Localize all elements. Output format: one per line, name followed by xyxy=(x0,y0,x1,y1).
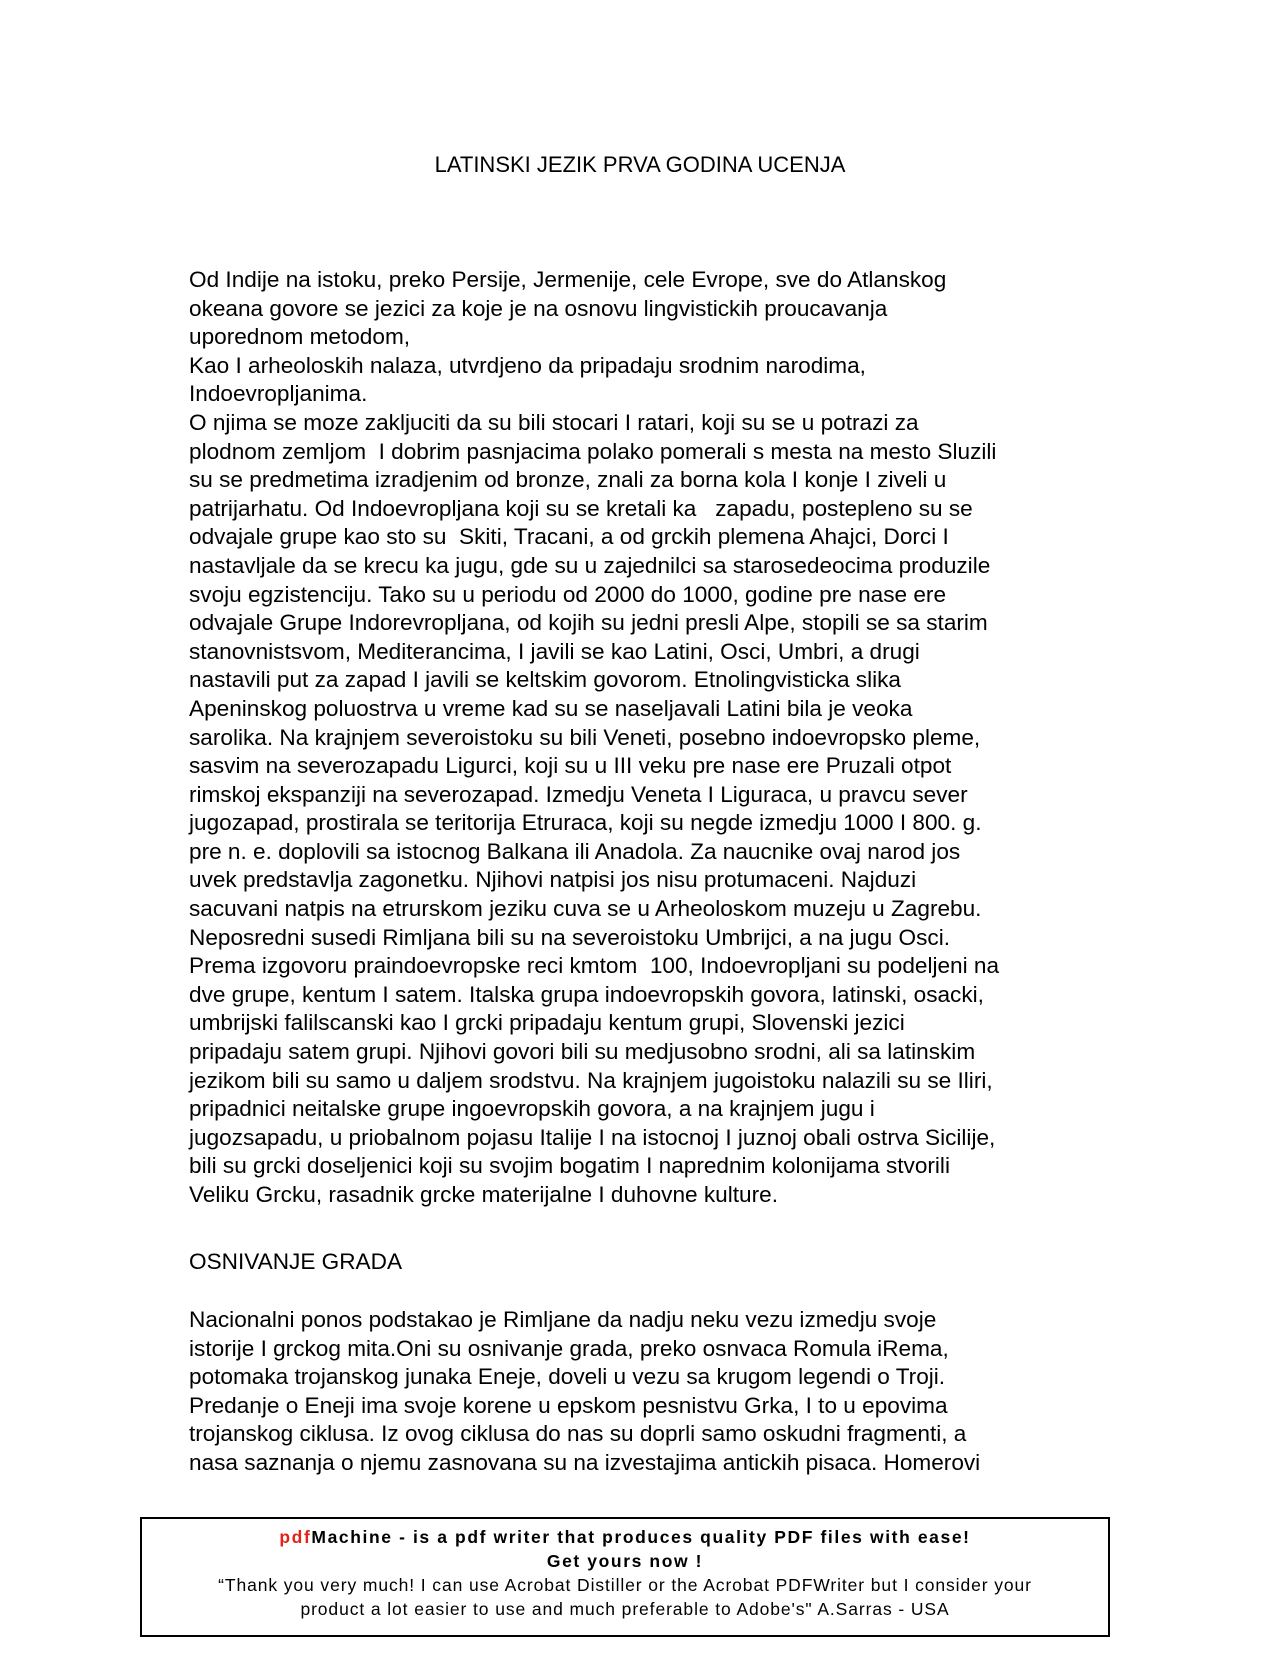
text-line: O njima se moze zakljuciti da su bili stocari I ratari, koji su se u potrazi za xyxy=(189,409,919,435)
text-line: trojanskog ciklusa. Iz ovog ciklusa do nas su doprli samo oskudni fragmenti, a xyxy=(189,1421,967,1447)
footer-brand-prefix: pdf xyxy=(279,1527,312,1547)
footer-cta: Get yours now ! xyxy=(546,1551,704,1571)
text-line: Kao I arheoloskih nalaza, utvrdjeno da pripadaju srodnim narodima, xyxy=(189,352,866,378)
text-line: potomaka trojanskog junaka Eneje, doveli u vezu sa krugom legendi o Troji. xyxy=(189,1364,946,1390)
footer-brand-text: Machine - is a pdf writer that produces quality PDF files with ease! xyxy=(311,1527,971,1547)
text-line: Predanje o Eneji ima svoje korene u epskom pesnistvu Grka, I to u epovima xyxy=(189,1392,948,1418)
text-line: jugozapad, prostirala se teritorija Etruraca, koji su negde izmedju 1000 I 800. g. xyxy=(189,810,982,836)
text-line: plodnom zemljom I dobrim pasnjacima polako pomerali s mesta na mesto Sluzili xyxy=(189,438,997,464)
text-line: pripadnici neitalske grupe ingoevropskih govora, a na krajnjem jugu i xyxy=(189,1096,875,1122)
text-line: jezikom bili su samo u daljem srodstvu. Na krajnjem jugoistoku nalazili su se Iliri, xyxy=(189,1067,993,1093)
text-line: svoju egzistenciju. Tako su u periodu od 2000 do 1000, godine pre nase ere xyxy=(189,581,947,607)
text-line: odvajale Grupe Indorevropljana, od kojih su jedni presli Alpe, stopili se sa starim xyxy=(189,610,988,636)
section-heading-text: OSNIVANJE GRADA xyxy=(189,1249,403,1274)
text-line: Neposredni susedi Rimljana bili su na severoistoku Umbrijci, a na jugu Osci. xyxy=(189,924,950,950)
text-line: patrijarhatu. Od Indoevropljana koji su se kretali ka zapadu, postepleno su se xyxy=(189,495,973,521)
footer-brand-line xyxy=(142,1525,1108,1549)
text-line: sacuvani natpis na etrurskom jeziku cuva se u Arheoloskom muzeju u Zagrebu. xyxy=(189,896,982,922)
pdfmachine-footer-box xyxy=(140,1517,1110,1637)
text-line: jugozsapadu, u priobalnom pojasu Italije I na istocnoj I juznoj obali ostrva Sicilije, xyxy=(189,1124,996,1150)
body-paragraph-2 xyxy=(189,1306,1089,1478)
text-line: nasa saznanja o njemu zasnovana su na izvestajima antickih pisaca. Homerovi xyxy=(189,1449,981,1475)
text-line: stanovnistsvom, Mediterancima, I javili se kao Latini, Osci, Umbri, a drugi xyxy=(189,638,920,664)
text-line: bili su grcki doseljenici koji su svojim bogatim I naprednim kolonijama stvorili xyxy=(189,1153,950,1179)
footer-quote-line-1: “Thank you very much! I can use Acrobat Distiller or the Acrobat PDFWriter but I consider your xyxy=(218,1575,1032,1595)
text-line: odvajale grupe kao sto su Skiti, Tracani, a od grckih plemena Ahajci, Dorci I xyxy=(189,524,949,550)
text-line: uvek predstavlja zagonetku. Njihovi natpisi jos nisu protumaceni. Najduzi xyxy=(189,867,917,893)
text-line: pre n. e. doplovili sa istocnog Balkana ili Anadola. Za naucnike ovaj narod jos xyxy=(189,838,961,864)
text-line: Indoevropljanima. xyxy=(189,381,368,407)
text-line: sasvim na severozapadu Ligurci, koji su u III veku pre nase ere Pruzali otpot xyxy=(189,753,952,779)
text-line: Prema izgovoru praindoevropske reci kmtom 100, Indoevropljani su podeljeni na xyxy=(189,953,1000,979)
page-title: LATINSKI JEZIK PRVA GODINA UCENJA xyxy=(434,152,846,177)
text-line: istorije I grckog mita.Oni su osnivanje grada, preko osnvaca Romula iRema, xyxy=(189,1335,949,1361)
text-line: uporednom metodom, xyxy=(189,324,411,350)
text-line: Od Indije na istoku, preko Persije, Jermenije, cele Evrope, sve do Atlanskog xyxy=(189,267,947,292)
text-line: Veliku Grcku, rasadnik grcke materijalne I duhovne kulture. xyxy=(189,1182,778,1207)
text-line: okeana govore se jezici za koje je na osnovu lingvistickih proucavanja xyxy=(189,295,888,321)
footer-quote-line-2: product a lot easier to use and much preferable to Adobe's" A.Sarras - USA xyxy=(300,1599,950,1619)
text-line: sarolika. Na krajnjem severoistoku su bili Veneti, posebno indoevropsko pleme, xyxy=(189,724,981,750)
text-line: Apeninskog poluostrva u vreme kad su se naseljavali Latini bila je veoka xyxy=(189,695,913,721)
text-line: dve grupe, kentum I satem. Italska grupa indoevropskih govora, latinski, osacki, xyxy=(189,981,984,1007)
body-paragraph-1 xyxy=(189,266,1089,1210)
text-line: su se predmetima izradjenim od bronze, znali za borna kola I konje I ziveli u xyxy=(189,467,947,493)
section-heading xyxy=(189,1248,1089,1277)
text-line: nastavljale da se krecu ka jugu, gde su u zajednilci sa starosedeocima produzile xyxy=(189,552,991,578)
text-line: pripadaju satem grupi. Njihovi govori bili su medjusobno srodni, ali sa latinskim xyxy=(189,1039,976,1065)
text-line: Nacionalni ponos podstakao je Rimljane da nadju neku vezu izmedju svoje xyxy=(189,1307,937,1332)
text-line: umbrijski falilscanski kao I grcki pripadaju kentum grupi, Slovenski jezici xyxy=(189,1010,905,1036)
text-line: nastavili put za zapad I javili se keltskim govorom. Etnolingvisticka slika xyxy=(189,667,902,693)
text-line: rimskoj ekspanziji na severozapad. Izmedju Veneta I Liguraca, u pravcu sever xyxy=(189,781,968,807)
